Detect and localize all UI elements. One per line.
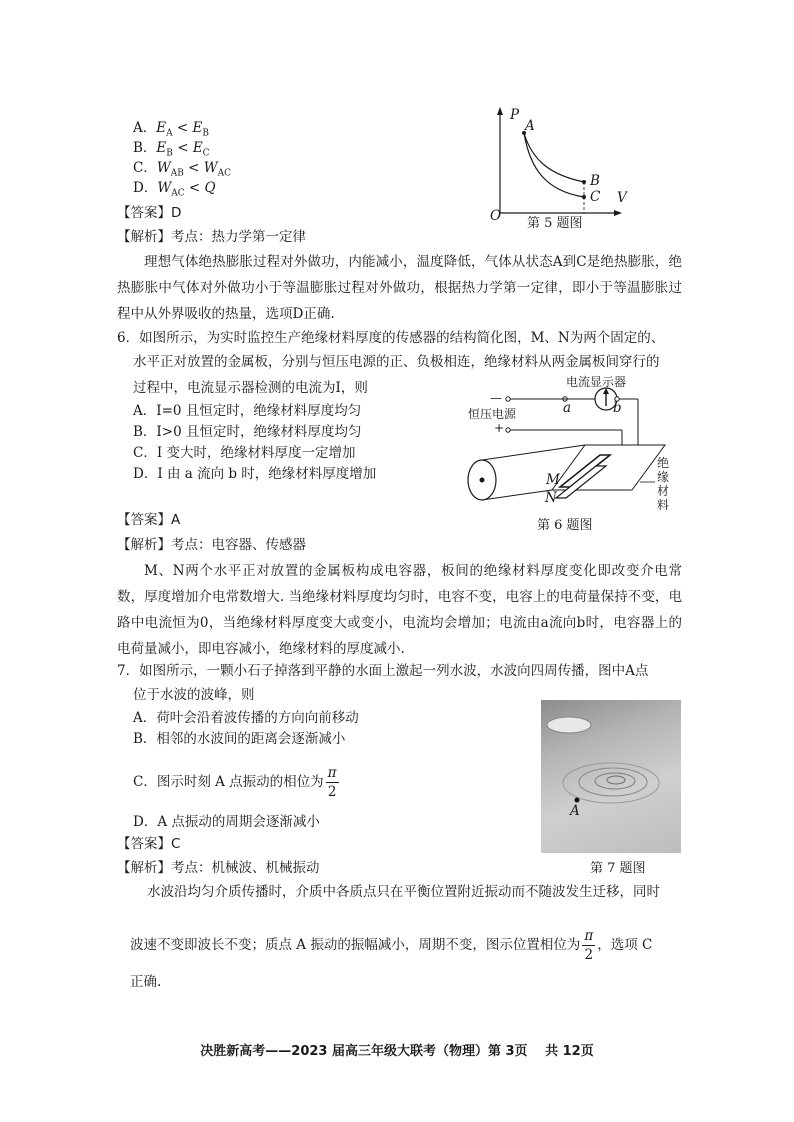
label-a: A	[525, 118, 535, 134]
q7-option-c: C．图示时刻 A 点振动的相位为 $\frac{\pi}{2}$	[133, 765, 337, 800]
node-b-label: b	[613, 400, 622, 416]
point-b	[582, 180, 586, 184]
v-axis-label: V	[617, 190, 627, 206]
q7-option-d: D．A 点振动的周期会逐渐减小	[133, 814, 320, 830]
label-b: B	[590, 173, 600, 189]
q7-option-b: B．相邻的水波间的距离会逐渐减小	[133, 731, 346, 747]
lotus-leaf	[547, 717, 591, 733]
q6-option-d: D．I 由 a 流向 b 时，绝缘材料厚度增加	[133, 466, 377, 482]
q7-analysis-3: 正确.	[130, 974, 162, 990]
source-label: 恒压电源	[468, 407, 517, 421]
q5-option-b: B．$E_B < E_C$	[133, 140, 210, 159]
minus-label: —	[490, 391, 502, 405]
p-axis-label: P	[510, 107, 520, 123]
origin-label: O	[490, 208, 502, 224]
q5-analysis: 理想气体绝热膨胀过程对外做功，内能减小，温度降低，气体从状态A到C是绝热膨胀，绝热膨胀中气体对外做功小于等温膨胀过程对外做功，根据热力学第一定律，即小于等温膨胀过程中从外界吸收的热量，选项D正确.	[117, 254, 682, 322]
point-a-dot	[575, 798, 580, 803]
water-ripple-photo	[541, 700, 681, 853]
q6-analysis: M、N两个水平正对放置的金属板构成电容器，板间的绝缘材料厚度变化即改变介电常数，厚度增加介电常数增大. 当绝缘材料厚度均匀时，电容不变，电容上的电荷量保持不变，电路中电流恒为0，当绝缘材料厚度变大或变小，电流均会增加；电流由a流向b时，电容器上的电荷量减小，即电容减小，绝缘材料的厚度减小.	[117, 563, 682, 657]
plate-n-label: N	[545, 490, 557, 506]
q7-analysis-head: 【解析】考点：机械波、机械振动	[117, 860, 320, 876]
label-c: C	[590, 189, 601, 205]
q6-answer: 【答案】A	[117, 512, 181, 528]
pi-over-2-fraction: $\frac{\pi}{2}$	[327, 765, 337, 800]
plus-label: +	[494, 421, 505, 435]
q7-point-a-label: A	[570, 803, 580, 819]
q7-option-a: A．荷叶会沿着波传播的方向向前移动	[133, 710, 359, 726]
q6-option-c: C．I 变大时，绝缘材料厚度一定增加	[133, 445, 356, 461]
q6-stem-3: 过程中，电流显示器检测的电流为I，则	[133, 380, 368, 396]
fig5-caption: 第 5 题图	[527, 216, 583, 231]
adiabatic-curve	[524, 133, 584, 197]
q6-option-b: B．I>0 且恒定时，绝缘材料厚度均匀	[133, 424, 362, 440]
q6-stem-1: 6．如图所示，为实时监控生产绝缘材料厚度的传感器的结构简化图，M、N为两个固定的、	[117, 330, 665, 346]
fig6-caption: 第 6 题图	[537, 518, 593, 533]
plate-m-label: M	[546, 472, 560, 488]
point-c	[582, 195, 586, 199]
fig7-caption: 第 7 题图	[590, 861, 646, 876]
q6-option-a: A．I=0 且恒定时，绝缘材料厚度均匀	[133, 403, 362, 419]
q5-option-a: A．$E_A < E_B$	[133, 120, 209, 139]
material-label: 绝缘材料	[657, 456, 670, 512]
node-a-label: a	[563, 400, 572, 416]
meter-label: 电流显示器	[566, 375, 627, 389]
q5-option-c: C．$W_{AB} < W_{AC}$	[133, 160, 232, 179]
q7-stem-1: 7．如图所示，一颗小石子掉落到平静的水面上激起一列水波，水波向四周传播，图中A点	[117, 663, 649, 679]
q6-stem-2: 水平正对放置的金属板，分别与恒压电源的正、负极相连，绝缘材料从两金属板间穿行的	[133, 354, 660, 370]
q6-analysis-head: 【解析】考点：电容器、传感器	[117, 537, 306, 553]
q5-option-d: D．$W_{AC} < Q$	[133, 180, 216, 199]
page-footer: 决胜新高考——2023 届高三年级大联考（物理）第 3页 共 12页	[200, 1044, 594, 1059]
isothermal-curve	[524, 133, 584, 182]
q5-answer: 【答案】D	[117, 205, 182, 221]
q7-answer: 【答案】C	[117, 836, 181, 852]
q7-analysis-1: 水波沿均匀介质传播时，介质中各质点只在平衡位置附近振动而不随波发生迁移，同时	[147, 884, 660, 900]
q7-stem-2: 位于水波的波峰，则	[133, 687, 255, 703]
q5-analysis-head: 【解析】考点：热力学第一定律	[117, 229, 306, 245]
q7-analysis-2: 波速不变即波长不变；质点 A 振动的振幅减小，周期不变，图示位置相位为 $\frac{\pi}{2}$ ，选项 C	[130, 928, 653, 963]
